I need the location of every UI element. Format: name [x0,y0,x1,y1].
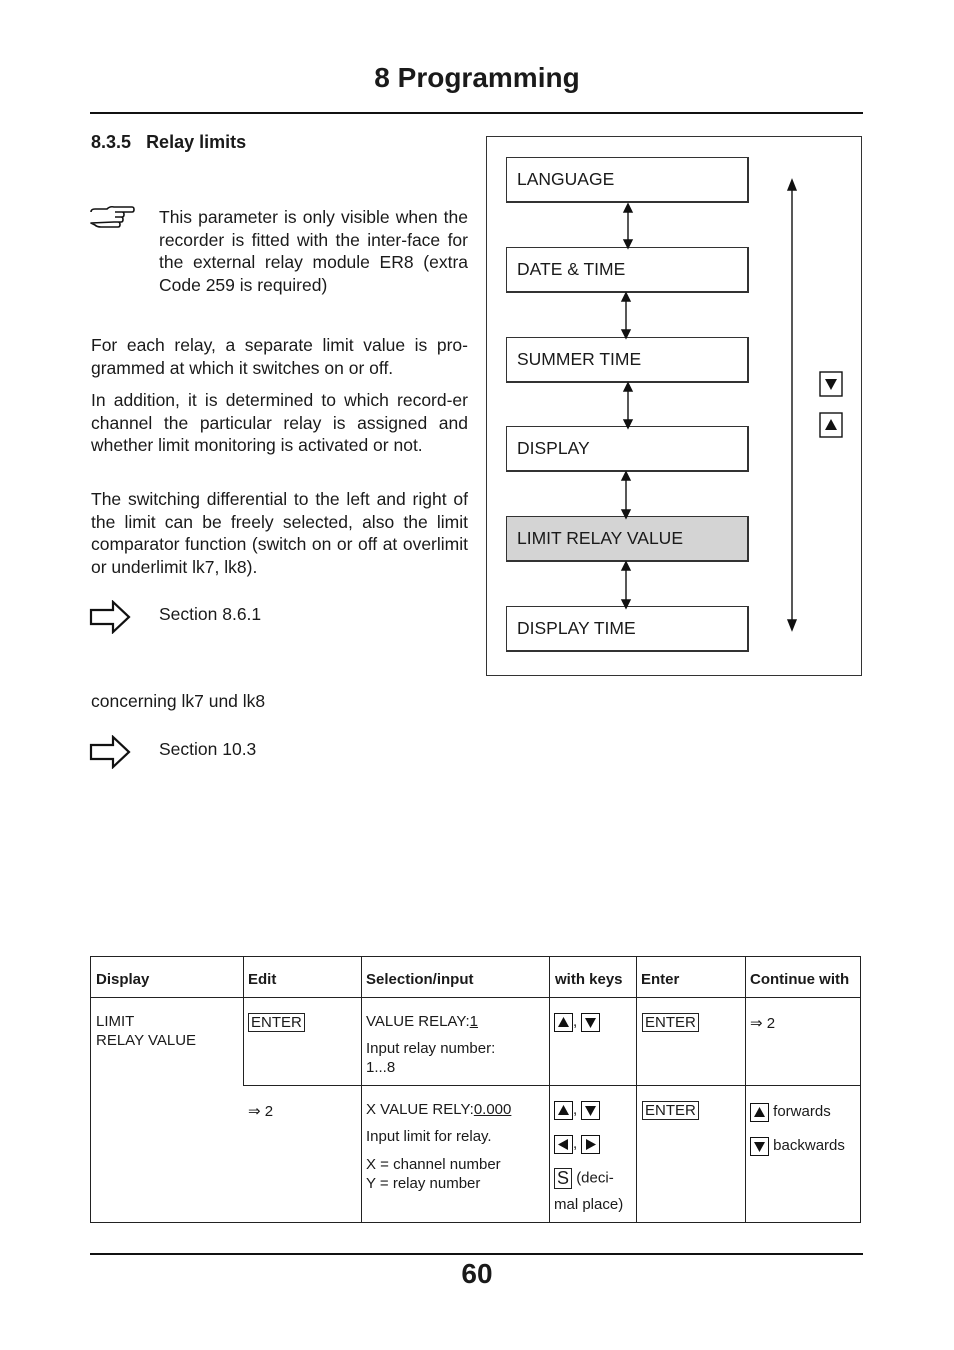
visibility-note: This parameter is only visible when the recorder is fitted with the inter-face for the external relay module ER8 (extra Code 259 is required) [159,207,468,295]
left-key-icon [554,1135,573,1154]
value-relay-line [366,1012,478,1031]
updown-arrow-icon [622,472,630,518]
s-key: S [554,1168,572,1189]
enter-key: ENTER [642,1013,699,1032]
down-key-icon [581,1013,600,1032]
s-key-desc-1: (deci- [576,1169,614,1187]
down-key-icon [750,1137,769,1156]
x-value-relay-label: X VALUE RELY: [366,1101,474,1118]
col-header-edit: Edit [248,971,277,988]
row2-leftright-keys [554,1134,600,1154]
col-header-continue: Continue with [750,971,850,988]
page-number: 60 [461,1258,493,1289]
col-header-display: Display [96,971,150,988]
value-relay-label: VALUE RELAY: [366,1013,470,1030]
up-key-icon [750,1103,769,1122]
row2-edit-goto [248,1102,273,1121]
row2-updown-keys [554,1100,600,1120]
right-key-icon [581,1135,600,1154]
programming-table [90,956,861,1223]
reference-link-1[interactable]: Section 8.6.1 [159,604,262,624]
backwards-label: backwards [773,1137,845,1154]
row1-continue [750,1014,775,1033]
enter-key: ENTER [248,1013,305,1032]
header-rule [90,112,863,114]
down-key-icon [820,372,842,396]
updown-arrow-icon [624,383,632,428]
menu-item-limit-relay-value[interactable]: LIMIT RELAY VALUE [506,516,749,562]
keys-separator: , [573,1101,578,1118]
display-line-2: RELAY VALUE [96,1032,197,1049]
paragraph-2: In addition, it is determined to which record-er channel the particular relay is assigned and whether limit monitoring is activated or not. [91,390,468,455]
up-key-icon [554,1101,573,1120]
enter-key: ENTER [642,1101,699,1120]
menu-item-display-time[interactable]: DISPLAY TIME [506,606,749,652]
col-header-selection: Selection/input [366,971,474,988]
page-title: 8 Programming [374,62,580,93]
s-key-desc-2: mal place) [554,1196,624,1213]
keys-separator: , [573,1135,578,1152]
input-relay-range: 1...8 [366,1059,396,1076]
row1-continue-value: 2 [766,1015,776,1032]
row2-enter [642,1100,699,1120]
edit-enter-key [248,1012,305,1032]
value-relay-value: 1 [469,1013,479,1030]
up-key-icon [820,413,842,437]
section-title: Relay limits [146,132,247,152]
implies-arrow-icon: ⇒ [750,1015,763,1032]
row2-s-key [554,1168,614,1189]
row2-forwards [750,1102,831,1122]
col-header-enter: Enter [641,971,680,988]
implies-arrow-icon: ⇒ [248,1103,261,1120]
updown-arrow-icon [622,293,630,338]
menu-item-summer-time[interactable]: SUMMER TIME [506,337,749,383]
x-definition: X = channel number [366,1156,501,1173]
input-relay-number: Input relay number: [366,1040,496,1057]
paragraph-3: The switching differential to the left and right of the limit can be freely selected, also the limit comparator function (switch on or off at overlimit or underlimit lk7, lk8). [91,489,468,577]
paragraph-1: For each relay, a separate limit value is pro-grammed at which it switches on or off. [91,335,468,378]
row1-enter [642,1012,699,1032]
section-heading [91,132,246,153]
concerning-text: concerning lk7 und lk8 [91,691,266,711]
down-key-icon [581,1101,600,1120]
up-key-icon [554,1013,573,1032]
forwards-label: forwards [773,1103,831,1120]
display-line-1: LIMIT [96,1013,135,1030]
input-limit-text: Input limit for relay. [366,1128,492,1145]
updown-arrow-icon [622,562,630,608]
pointing-hand-icon [88,204,136,230]
footer-rule [90,1253,863,1255]
keys-separator: , [573,1013,578,1030]
menu-item-language[interactable]: LANGUAGE [506,157,749,203]
row2-backwards [750,1136,845,1156]
reference-link-2[interactable]: Section 10.3 [159,739,257,759]
x-value-relay-value: 0.000 [473,1101,512,1118]
menu-item-display[interactable]: DISPLAY [506,426,749,472]
row2-edit-goto-value: 2 [264,1103,274,1120]
x-value-relay-line [366,1100,511,1119]
long-updown-arrow-icon [788,180,796,630]
row1-keys [554,1012,600,1032]
menu-item-date-time[interactable]: DATE & TIME [506,247,749,293]
reference-arrow-icon [89,600,131,634]
y-definition: Y = relay number [366,1175,481,1192]
col-header-keys: with keys [555,971,623,988]
menu-connectors [486,136,862,676]
section-number: 8.3.5 [91,132,132,152]
updown-arrow-icon [624,204,632,248]
reference-arrow-icon [89,735,131,769]
